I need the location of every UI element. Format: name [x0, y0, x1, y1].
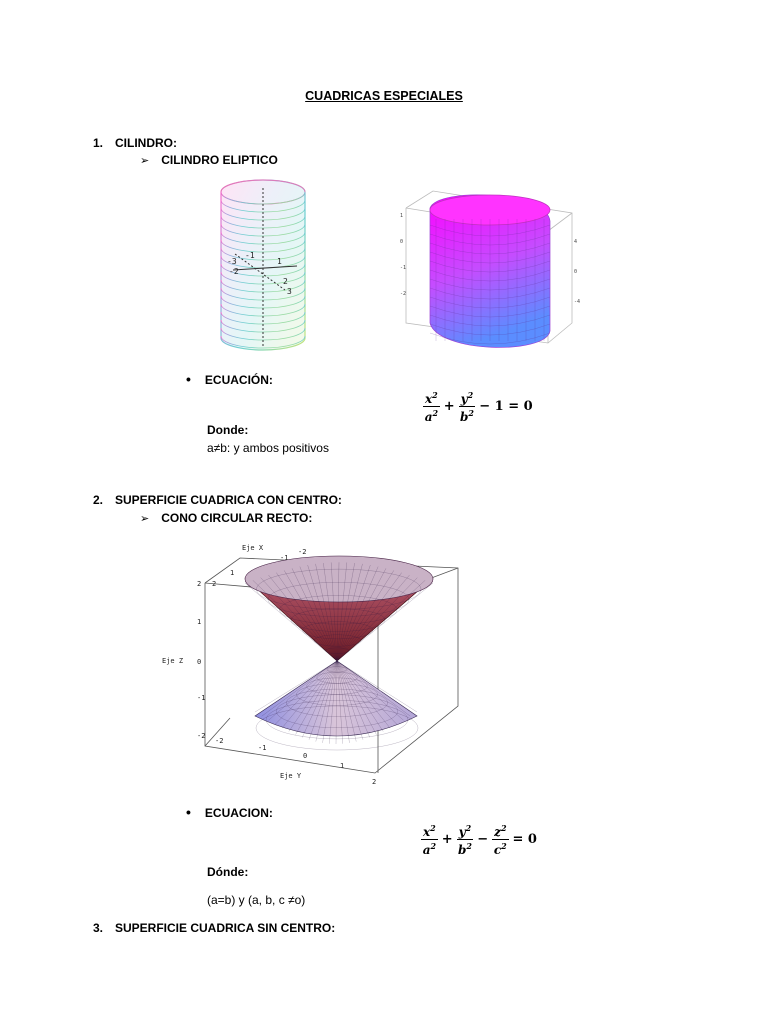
section-1-title: CILINDRO: — [115, 136, 177, 150]
elliptic-cylinder-wireframe-plot — [205, 178, 320, 356]
cone-y-tick-label: 2 — [372, 778, 377, 786]
cone-z-tick-label: 0 — [197, 658, 202, 666]
section-1-subitem — [140, 153, 278, 167]
cylinder-tick-label: -3 — [227, 257, 237, 266]
arrow-bullet-icon: ➢ — [140, 155, 150, 167]
cone-z-tick-label: 1 — [197, 618, 202, 626]
cylinder-tick-label: -2 — [229, 267, 239, 276]
cylinder-tick-label: 2 — [283, 277, 288, 286]
section-1-heading — [93, 136, 177, 150]
svg-text:-1: -1 — [400, 265, 407, 271]
cylinder-tick-label: 1 — [277, 257, 282, 266]
section-1-subtitle: CILINDRO ELIPTICO — [161, 153, 278, 167]
cone-x-tick-label: -1 — [280, 554, 289, 562]
section-2-heading: 2. SUPERFICIE CUADRICA CON CENTRO: — [93, 493, 342, 507]
svg-text:0: 0 — [574, 269, 578, 275]
cone-y-tick-label: 0 — [303, 752, 308, 760]
cone-z-axis-label: Eje Z — [162, 657, 184, 665]
svg-text:4: 4 — [574, 239, 578, 245]
fraction-x-over-a: $\frac{x^2}{a^2}$ — [424, 390, 439, 424]
section-2-donde: Dónde: — [207, 865, 249, 879]
page-title: CUADRICAS ESPECIALES — [305, 89, 463, 103]
section-2-equation-bullet: • ECUACION: — [186, 804, 273, 820]
cone-x-axis-label: Eje X — [242, 544, 264, 552]
cone-z-tick-label: -2 — [197, 732, 206, 740]
fraction-x-over-a: $\frac{x^2}{a^2}$ — [422, 823, 437, 857]
svg-text:-4: -4 — [574, 299, 580, 305]
right-circular-cone-plot — [160, 538, 465, 790]
cone-y-tick-label: -2 — [215, 737, 224, 745]
cone-x-tick-label: 2 — [212, 580, 217, 588]
fraction-z-over-c: $\frac{z^2}{c^2}$ — [493, 823, 507, 857]
section-3-heading: 3. SUPERFICIE CUADRICA SIN CENTRO: — [93, 921, 336, 935]
cone-y-axis-label: Eje Y — [280, 772, 302, 780]
arrow-bullet-icon: ➢ — [140, 513, 150, 525]
svg-text:1: 1 — [400, 213, 404, 219]
section-1-equation-label: ECUACIÓN: — [204, 373, 273, 387]
section-1-equation-bullet — [186, 371, 273, 387]
svg-text:-2: -2 — [400, 291, 407, 297]
cone-x-tick-label: -2 — [298, 548, 307, 556]
bullet-dot-icon: • — [186, 371, 191, 387]
fraction-y-over-b: $\frac{y^2}{b^2}$ — [457, 823, 472, 857]
section-1-donde: Donde: — [207, 423, 249, 437]
cone-z-tick-label: -1 — [197, 694, 206, 702]
section-2-subitem: ➢ CONO CIRCULAR RECTO: — [140, 511, 313, 525]
fraction-y-over-b: $\frac{y^2}{b^2}$ — [459, 390, 474, 424]
cone-z-tick-label: 2 — [197, 580, 202, 588]
section-1-number: 1. — [93, 136, 104, 150]
section-1-condition: a≠b: y ambos positivos — [207, 441, 329, 455]
cylinder-tick-label: -1 — [245, 251, 255, 260]
cone-x-tick-label: 1 — [230, 569, 235, 577]
elliptic-cylinder-equation: $\frac{x^2}{a^2}$ + $\frac{y^2}{b^2}$ − 1 = 0 — [424, 390, 533, 424]
bullet-dot-icon: • — [186, 804, 191, 820]
cone-y-tick-label: -1 — [258, 744, 267, 752]
svg-text:0: 0 — [400, 239, 404, 245]
section-2-condition: (a=b) y (a, b, c ≠o) — [207, 893, 306, 907]
cone-y-tick-label: 1 — [340, 762, 345, 770]
cylinder-tick-label: 3 — [287, 287, 292, 296]
elliptic-cylinder-surface-plot — [398, 183, 580, 366]
cone-equation: $\frac{x^2}{a^2}$ + $\frac{y^2}{b^2}$ − $\frac{z^2}{c^2}$ = 0 — [422, 823, 537, 857]
